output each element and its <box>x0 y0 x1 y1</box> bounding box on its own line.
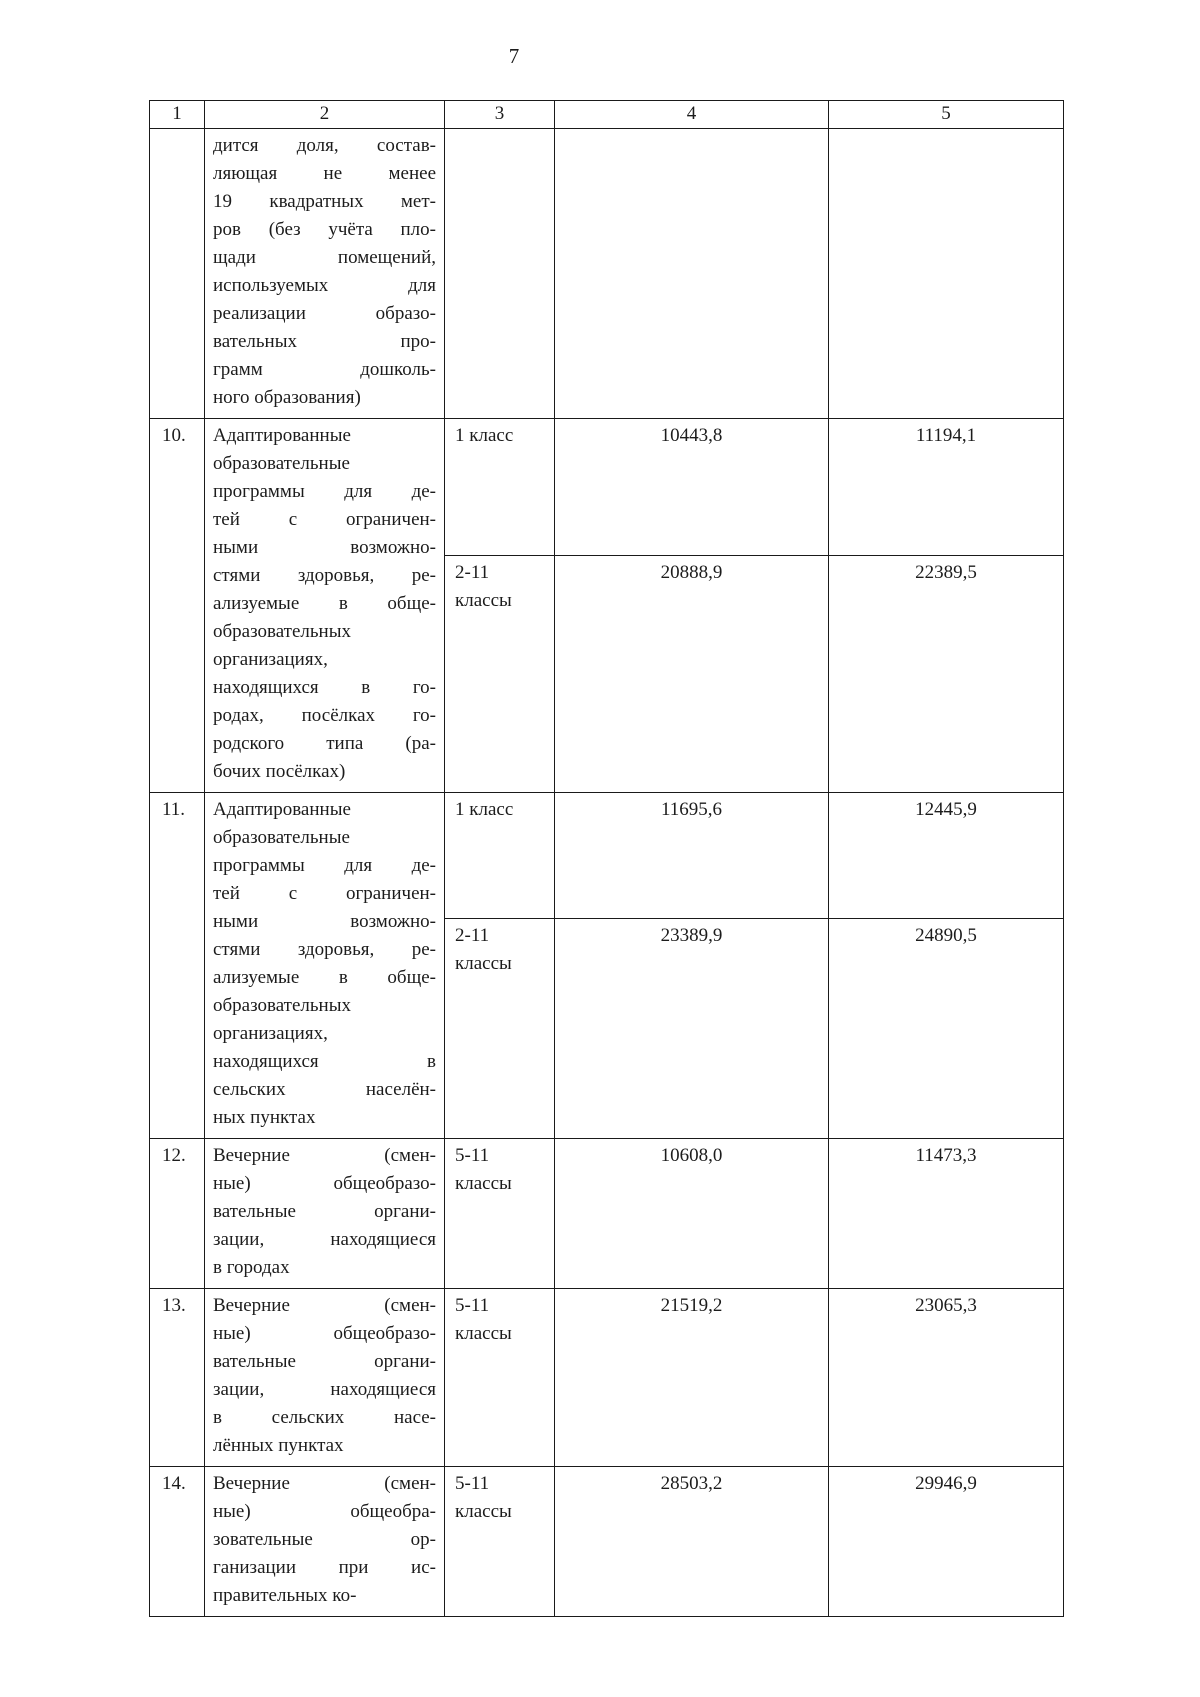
program-name-line: ного образования) <box>213 387 361 408</box>
program-name-line: грамм дошколь- <box>213 359 436 380</box>
program-name-line: бочих посёлках) <box>213 761 346 782</box>
table-row <box>150 1139 1064 1289</box>
program-name-line: вательных про- <box>213 331 436 352</box>
row-number-cell: 11. <box>150 793 205 1139</box>
program-name-cell <box>205 1289 445 1467</box>
program-name-line: образовательных <box>213 621 351 642</box>
row-number-cell: 13. <box>150 1289 205 1467</box>
grade-cell <box>445 129 555 419</box>
value-col5-cell: 29946,9 <box>829 1467 1064 1617</box>
grade-line: 5-11 <box>455 1295 490 1316</box>
value-col4-cell: 28503,2 <box>555 1467 829 1617</box>
grade-cell <box>445 419 555 556</box>
value-col4-cell: 10443,8 <box>555 419 829 556</box>
table-row <box>150 419 1064 556</box>
grade-cell <box>445 919 555 1139</box>
grade-cell <box>445 793 555 919</box>
program-name-line: зации, находящиеся <box>213 1229 436 1250</box>
program-name-line: вательные органи- <box>213 1351 436 1372</box>
program-name-line: находящихся в го- <box>213 677 436 698</box>
row-number-cell: 12. <box>150 1139 205 1289</box>
grade-line: 1 класс <box>455 799 514 820</box>
program-name-line: правительных ко- <box>213 1585 357 1606</box>
value-col4-cell: 20888,9 <box>555 555 829 792</box>
program-name-line: ганизации при ис- <box>213 1557 436 1578</box>
program-name-line: в городах <box>213 1257 290 1278</box>
program-name-line: организациях, <box>213 1023 328 1044</box>
program-name-line: ализуемые в обще- <box>213 593 436 614</box>
program-name-line: используемых для <box>213 275 436 296</box>
program-name-line: Вечерние (смен- <box>213 1295 436 1316</box>
value-col5-cell: 24890,5 <box>829 919 1064 1139</box>
program-name-line: ными возможно- <box>213 537 436 558</box>
table-row <box>150 1467 1064 1617</box>
program-name-cell <box>205 793 445 1139</box>
table-body <box>150 129 1064 1617</box>
table-header-row <box>150 101 1064 129</box>
grade-line: 5-11 <box>455 1145 490 1166</box>
program-name-line: стями здоровья, ре- <box>213 565 436 586</box>
row-number-cell <box>150 129 205 419</box>
program-name-line: ных пунктах <box>213 1107 316 1128</box>
program-name-line: реализации образо- <box>213 303 436 324</box>
program-name-line: лённых пунктах <box>213 1435 344 1456</box>
table-head <box>150 101 1064 129</box>
program-name-cell <box>205 419 445 793</box>
program-name-line: в сельских насе- <box>213 1407 436 1428</box>
program-name-line: образовательные <box>213 827 350 848</box>
grade-line: 5-11 <box>455 1473 490 1494</box>
grade-line: 2-11 <box>455 925 490 947</box>
program-name-line: дится доля, состав- <box>213 135 436 156</box>
program-name-line: программы для де- <box>213 855 436 876</box>
grade-line: классы <box>455 1323 512 1344</box>
tariffs-table <box>149 100 1064 1617</box>
program-name-line: ляющая не менее <box>213 163 436 184</box>
program-name-line: зации, находящиеся <box>213 1379 436 1400</box>
program-name-line: ные) общеобра- <box>213 1501 436 1522</box>
program-name-line: 19 квадратных мет- <box>213 191 436 212</box>
program-name-cell <box>205 1467 445 1617</box>
program-name-line: вательные органи- <box>213 1201 436 1222</box>
grade-line: классы <box>455 1173 512 1194</box>
grade-line: 1 класс <box>455 425 514 446</box>
value-col5-cell: 11194,1 <box>829 419 1064 556</box>
table-row <box>150 1289 1064 1467</box>
program-name-line: ные) общеобразо- <box>213 1323 436 1344</box>
column-header: 2 <box>205 101 445 129</box>
program-name-line: Вечерние (смен- <box>213 1145 436 1166</box>
program-name-line: программы для де- <box>213 481 436 502</box>
program-name-line: Адаптированные <box>213 425 351 446</box>
value-col5-cell <box>829 129 1064 419</box>
grade-line: классы <box>455 589 512 611</box>
program-name-line: образовательные <box>213 453 350 474</box>
program-name-line: щади помещений, <box>213 247 436 268</box>
program-name-line: ными возможно- <box>213 911 436 932</box>
grade-cell <box>445 1467 555 1617</box>
program-name-line: находящихся в <box>213 1051 436 1072</box>
row-number-cell: 10. <box>150 419 205 793</box>
value-col5-cell: 23065,3 <box>829 1289 1064 1467</box>
table-row <box>150 793 1064 919</box>
grade-line: классы <box>455 953 512 975</box>
program-name-line: тей с ограничен- <box>213 509 436 530</box>
program-name-cell <box>205 1139 445 1289</box>
value-col5-cell: 22389,5 <box>829 555 1064 792</box>
program-name-line: родского типа (ра- <box>213 733 436 754</box>
program-name-line: зовательные ор- <box>213 1529 436 1550</box>
column-header: 1 <box>150 101 205 129</box>
column-header: 5 <box>829 101 1064 129</box>
value-col5-cell: 11473,3 <box>829 1139 1064 1289</box>
grade-cell <box>445 555 555 792</box>
column-header: 4 <box>555 101 829 129</box>
program-name-line: организациях, <box>213 649 328 670</box>
grade-line: 2-11 <box>455 561 490 583</box>
grade-cell <box>445 1139 555 1289</box>
program-name-line: ные) общеобразо- <box>213 1173 436 1194</box>
program-name-line: ализуемые в обще- <box>213 967 436 988</box>
column-header: 3 <box>445 101 555 129</box>
page-number: 7 <box>508 44 520 68</box>
table-row <box>150 129 1064 419</box>
value-col4-cell: 21519,2 <box>555 1289 829 1467</box>
value-col4-cell: 23389,9 <box>555 919 829 1139</box>
grade-cell <box>445 1289 555 1467</box>
value-col4-cell: 10608,0 <box>555 1139 829 1289</box>
value-col5-cell: 12445,9 <box>829 793 1064 919</box>
program-name-cell <box>205 129 445 419</box>
row-number-cell: 14. <box>150 1467 205 1617</box>
value-col4-cell <box>555 129 829 419</box>
value-col4-cell: 11695,6 <box>555 793 829 919</box>
program-name-line: родах, посёлках го- <box>213 705 436 726</box>
program-name-line: Адаптированные <box>213 799 351 820</box>
program-name-line: образовательных <box>213 995 351 1016</box>
program-name-line: Вечерние (смен- <box>213 1473 436 1494</box>
program-name-line: стями здоровья, ре- <box>213 939 436 960</box>
grade-line: классы <box>455 1501 512 1522</box>
program-name-line: ров (без учёта пло- <box>213 219 436 240</box>
program-name-line: сельских населён- <box>213 1079 436 1100</box>
program-name-line: тей с ограничен- <box>213 883 436 904</box>
